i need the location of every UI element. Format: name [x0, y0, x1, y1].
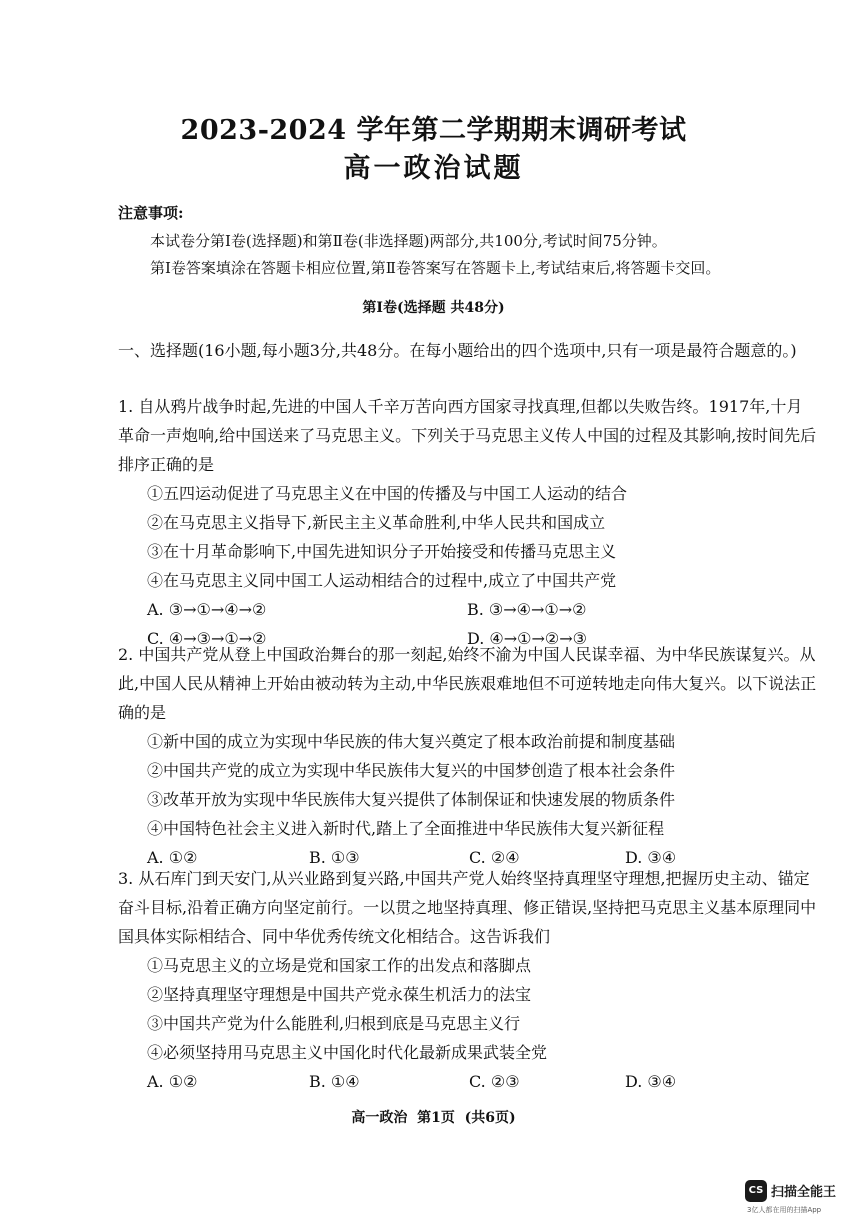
- choice-b: B. ①④: [309, 1072, 360, 1091]
- option-item: ①新中国的成立为实现中华民族的伟大复兴奠定了根本政治前提和制度基础: [147, 732, 676, 751]
- note-line-1: 本试卷分第Ⅰ卷(选择题)和第Ⅱ卷(非选择题)两部分,共100分,考试时间75分钟。: [150, 232, 667, 250]
- option-item: ②坚持真理坚守理想是中国共产党永葆生机活力的法宝: [147, 985, 532, 1004]
- option-item: ④中国特色社会主义进入新时代,踏上了全面推进中华民族伟大复兴新征程: [147, 819, 665, 838]
- section-instruction: 一、选择题(16小题,每小题3分,共48分。在每小题给出的四个选项中,只有一项是最符合题意的。): [118, 341, 797, 360]
- option-item: ③在十月革命影响下,中国先进知识分子开始接受和传播马克思主义: [147, 542, 617, 561]
- choice-b: B. ③→④→①→②: [467, 600, 587, 619]
- option-item: ④在马克思主义同中国工人运动相结合的过程中,成立了中国共产党: [147, 571, 617, 590]
- option-item: ①马克思主义的立场是党和国家工作的出发点和落脚点: [147, 956, 532, 975]
- question-3: [118, 864, 818, 1096]
- choice-a: A. ①②: [147, 848, 198, 867]
- choice-a: A. ①②: [147, 1072, 198, 1091]
- choice-c: C. ②③: [469, 1072, 520, 1091]
- choice-row: [118, 1067, 818, 1096]
- option-item: ①五四运动促进了马克思主义在中国的传播及与中国工人运动的结合: [147, 484, 628, 503]
- option-item: ②在马克思主义指导下,新民主主义革命胜利,中华人民共和国成立: [147, 513, 606, 532]
- choice-a: A. ③→①→④→②: [147, 600, 267, 619]
- page-footer: 高一政治 第1页 (共6页): [351, 1110, 516, 1126]
- option-item: ④必须坚持用马克思主义中国化时代化最新成果武装全党: [147, 1043, 548, 1062]
- option-item: ③改革开放为实现中华民族伟大复兴提供了体制保证和快速发展的物质条件: [147, 790, 676, 809]
- section-title: 第Ⅰ卷(选择题 共48分): [362, 300, 505, 316]
- notes-heading: 注意事项:: [118, 204, 184, 222]
- option-item: ③中国共产党为什么能胜利,归根到底是马克思主义行: [147, 1014, 521, 1033]
- choice-d: D. ③④: [625, 848, 677, 867]
- question-stem: 2. 中国共产党从登上中国政治舞台的那一刻起,始终不渝为中国人民谋幸福、为中华民族谋复兴。从此,中国人民从精神上开始由被动转为主动,中华民族艰难地但不可逆转地走向伟大复兴。以下说法正确的是: [118, 645, 817, 722]
- question-stem: 1. 自从鸦片战争时起,先进的中国人千辛万苦向西方国家寻找真理,但都以失败告终。1917年,十月革命一声炮响,给中国送来了马克思主义。下列关于马克思主义传人中国的过程及其影响,按时间先后排序正确的是: [118, 397, 817, 474]
- choice-b: B. ①③: [309, 848, 360, 867]
- choice-d: D. ④→①→②→③: [467, 629, 588, 648]
- scanner-watermark: [745, 1178, 855, 1218]
- choice-row: [118, 595, 818, 624]
- camscanner-logo-icon: CS: [745, 1180, 767, 1202]
- question-2: [118, 640, 818, 872]
- choice-d: D. ③④: [625, 1072, 677, 1091]
- exam-title: 2023-2024 学年第二学期期末调研考试: [180, 115, 687, 146]
- exam-subtitle: 高一政治试题: [343, 153, 524, 184]
- option-item: ②中国共产党的成立为实现中华民族伟大复兴的中国梦创造了根本社会条件: [147, 761, 676, 780]
- choice-c: C. ②④: [469, 848, 520, 867]
- question-stem: 3. 从石库门到天安门,从兴业路到复兴路,中国共产党人始终坚持真理坚守理想,把握历史主动、锚定奋斗目标,沿着正确方向坚定前行。一以贯之地坚持真理、修正错误,坚持把马克思主义基本原理同中国具体实际相结合、同中华优秀传统文化相结合。这告诉我们: [118, 869, 817, 946]
- note-line-2: 第Ⅰ卷答案填涂在答题卡相应位置,第Ⅱ卷答案写在答题卡上,考试结束后,将答题卡交回。: [150, 259, 721, 277]
- watermark-tagline: 3亿人都在用的扫描App: [747, 1206, 822, 1214]
- choice-c: C. ④→③→①→②: [147, 629, 267, 648]
- question-1: [118, 392, 818, 653]
- watermark-name: 扫描全能王: [771, 1185, 837, 1200]
